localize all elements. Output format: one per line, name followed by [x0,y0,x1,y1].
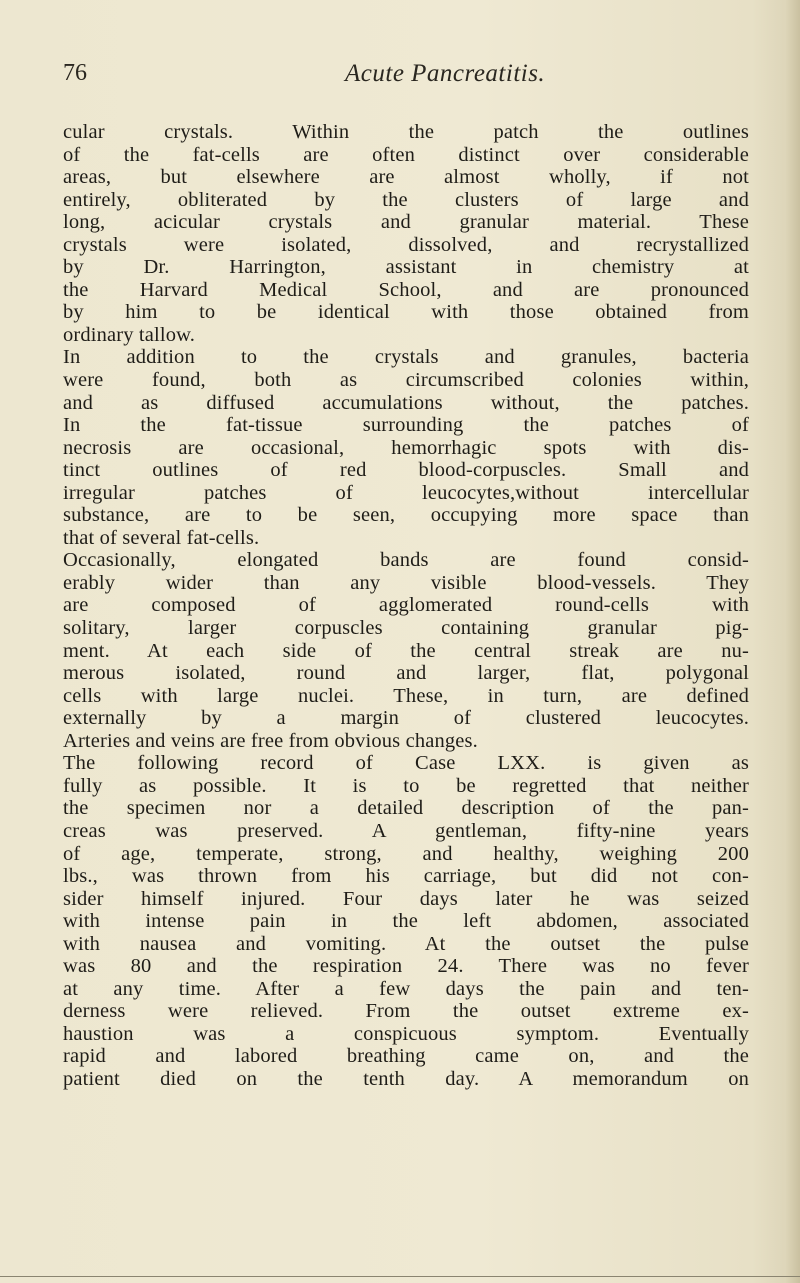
text-line: necrosis are occasional, hemorrhagic spots with dis- [63,436,749,459]
text-line: and as diffused accumulations without, the patches. [63,391,749,414]
text-line: the specimen nor a detailed description of the pan- [63,797,749,820]
text-line: ment. At each side of the central streak are nu- [63,639,749,662]
text-line: are composed of agglomerated round-cells with [63,594,749,617]
text-line: by Dr. Harrington, assistant in chemistry at [63,256,749,279]
body-text [63,121,749,1091]
text-line: cular crystals. Within the patch the outlines [63,121,749,143]
page-header [0,60,800,100]
text-line: cells with large nuclei. These, in turn, are defined [63,684,749,707]
text-line: of age, temperate, strong, and healthy, weighing 200 [63,842,749,865]
text-line: derness were relieved. From the outset extreme ex- [63,1000,749,1023]
text-line: Arteries and veins are free from obvious changes. [63,729,478,752]
text-line: creas was preserved. A gentleman, fifty-nine years [63,819,749,842]
text-line: that of several fat-cells. [63,526,260,549]
text-line: at any time. After a few days the pain and ten- [63,977,749,1000]
page-edge-shadow [786,0,800,1283]
text-line: with nausea and vomiting. At the outset the pulse [63,932,749,955]
text-line: externally by a margin of clustered leucocytes. [63,707,749,730]
text-line: crystals were isolated, dissolved, and recrystallized [63,233,749,256]
text-line: In addition to the crystals and granules, bacteria [63,346,749,369]
text-line: were found, both as circumscribed colonies within, [63,369,749,392]
page-number: 76 [63,60,87,86]
text-line: In the fat-tissue surrounding the patches of [63,414,749,437]
page-bottom-rule [0,1276,800,1277]
text-line: with intense pain in the left abdomen, associated [63,910,749,933]
text-line: lbs., was thrown from his carriage, but did not con- [63,865,749,888]
text-line: rapid and labored breathing came on, and the [63,1045,749,1068]
text-line: areas, but elsewhere are almost wholly, if not [63,166,749,189]
text-line: tinct outlines of red blood-corpuscles. Small and [63,459,749,482]
text-line: of the fat-cells are often distinct over considerable [63,143,749,166]
text-line: erably wider than any visible blood-vessels. They [63,571,749,594]
text-line: The following record of Case LXX. is given as [63,752,749,775]
running-title: Acute Pancreatitis. [345,60,546,87]
text-line: substance, are to be seen, occupying more space than [63,504,749,527]
text-line: ordinary tallow. [63,323,196,346]
text-line: sider himself injured. Four days later he was seized [63,887,749,910]
text-line: long, acicular crystals and granular material. These [63,211,749,234]
text-line: Occasionally, elongated bands are found consid- [63,549,749,572]
text-line: patient died on the tenth day. A memorandum on [63,1067,749,1090]
text-line: was 80 and the respiration 24. There was no fever [63,955,749,978]
text-line: by him to be identical with those obtained from [63,301,749,324]
text-line: solitary, larger corpuscles containing granular pig- [63,617,749,640]
text-line: the Harvard Medical School, and are pronounced [63,278,749,301]
text-line: fully as possible. It is to be regretted that neither [63,774,749,797]
text-line: irregular patches of leucocytes,without intercellular [63,481,749,504]
text-line: haustion was a conspicuous symptom. Eventually [63,1022,749,1045]
text-line: entirely, obliterated by the clusters of large and [63,188,749,211]
text-line: merous isolated, round and larger, flat, polygonal [63,662,749,685]
